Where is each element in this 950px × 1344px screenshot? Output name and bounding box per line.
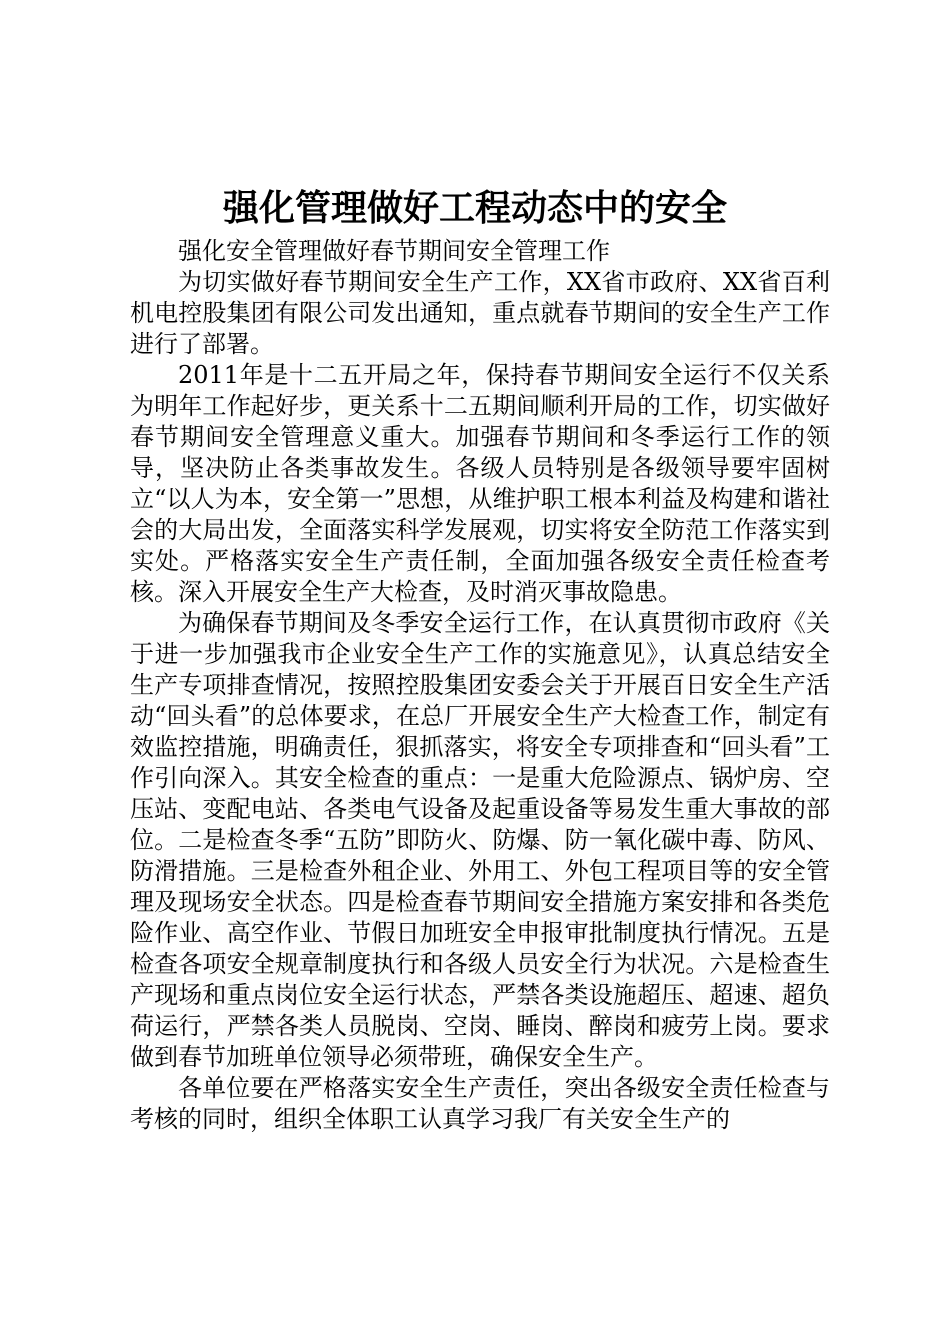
paragraph: 2011年是十二五开局之年，保持春节期间安全运行不仅关系为明年工作起好步，更关系十二五期间顺利开局的工作，切实做好春节期间安全管理意义重大。加强春节期间和冬季运行工作的领导，坚决防止各类事故发生。各级人员特别是各级领导要牢固树立“以人为本，安全第一”思想，从维护职工根本利益及构建和谐社会的大局出发，全面落实科学发展观，切实将安全防范工作落实到实处。严格落实安全生产责任制，全面加强各级安全责任检查考核。深入开展安全生产大检查，及时消灭事故隐患。 <box>130 361 830 606</box>
paragraph: 为切实做好春节期间安全生产工作，XX省市政府、XX省百利机电控股集团有限公司发出通知，重点就春节期间的安全生产工作进行了部署。 <box>130 268 830 358</box>
paragraph-subtitle: 强化安全管理做好春节期间安全管理工作 <box>178 237 610 265</box>
paragraph: 为确保春节期间及冬季安全运行工作，在认真贯彻市政府《关于进一步加强我市企业安全生产工作的实施意见》，认真总结安全生产专项排查情况，按照控股集团安委会关于开展百日安全生产活动“回头看”的总体要求，在总厂开展安全生产大检查工作，制定有效监控措施，明确责任，狠抓落实，将安全专项排查和“回头看”工作引向深入。其安全检查的重点：一是重大危险源点、锅炉房、空压站、变配电站、各类电气设备及起重设备等易发生重大事故的部位。二是检查冬季“五防”即防火、防爆、防一氧化碳中毒、防风、防滑措施。三是检查外租企业、外用工、外包工程项目等的安全管理及现场安全状态。四是检查春节期间安全措施方案安排和各类危险作业、高空作业、节假日加班安全申报审批制度执行情况。五是检查各项安全规章制度执行和各级人员安全行为状况。六是检查生产现场和重点岗位安全运行状态，严禁各类设施超压、超速、超负荷运行，严禁各类人员脱岗、空岗、睡岗、醉岗和疲劳上岗。要求做到春节加班单位领导必须带班，确保安全生产。 <box>130 609 830 1071</box>
paragraph: 各单位要在严格落实安全生产责任，突出各级安全责任检查与考核的同时，组织全体职工认真学习我厂有关安全生产的 <box>130 1074 830 1133</box>
document-title: 强化管理做好工程动态中的安全 <box>222 187 727 229</box>
document-body <box>130 236 830 1135</box>
